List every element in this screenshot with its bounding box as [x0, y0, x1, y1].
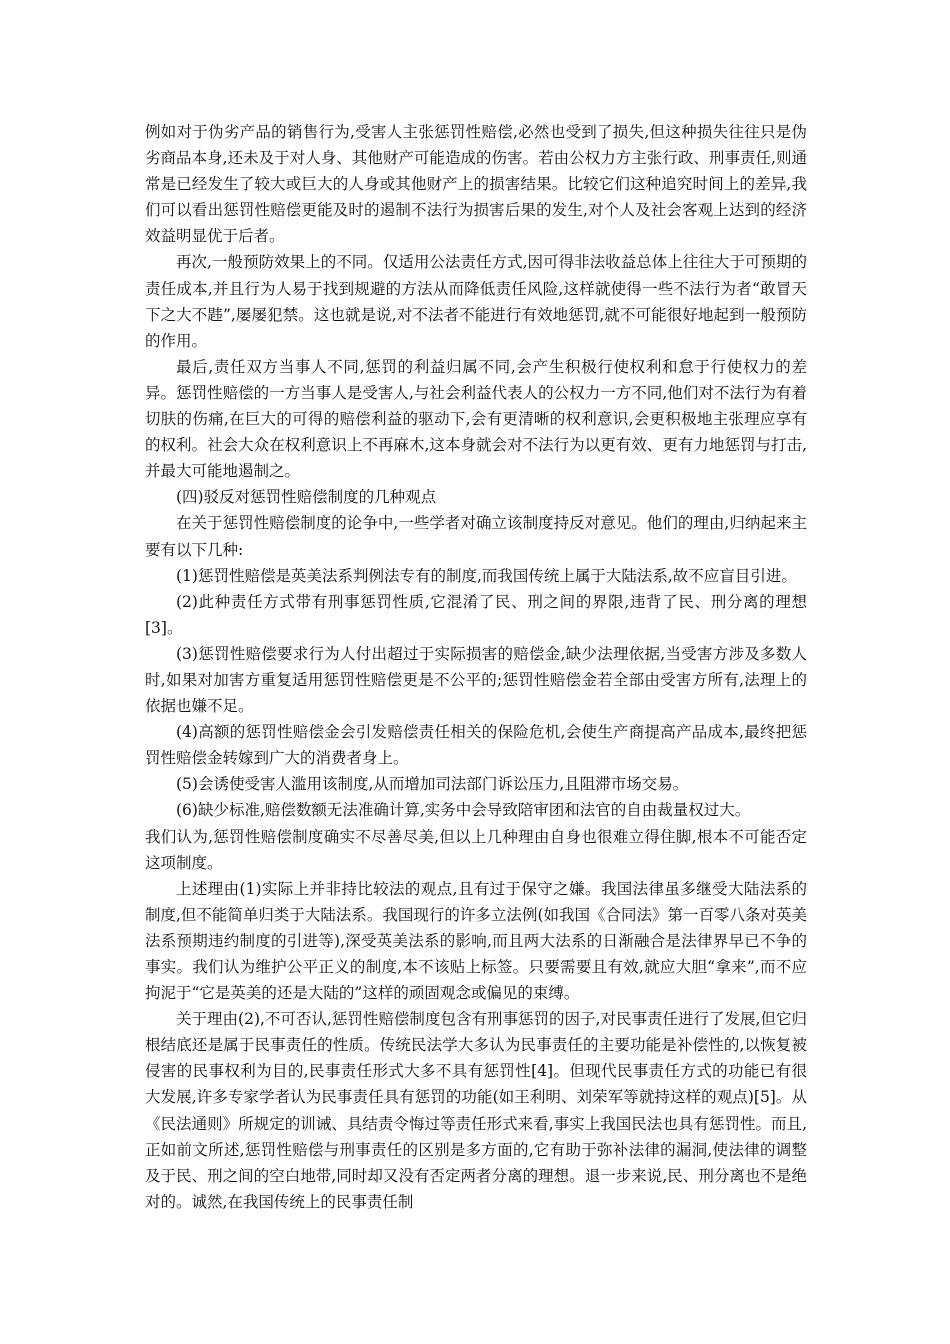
paragraph-2: 再次,一般预防效果上的不同。仅适用公法责任方式,因可得非法收益总体上往往大于可预期的责任成本,并且行为人易于找到规避的方法从而降低责任风险,这样就使得一些不法行为者“敢冒天下之大不韪”,屡屡犯禁。这也就是说,对不法者不能进行有效地惩罚,就不可能很好地起到一般预防的作用。 [145, 253, 807, 350]
list-item-4: (4)高额的惩罚性赔偿金会引发赔偿责任相关的保险危机,会使生产商提高产品成本,最终把惩罚性赔偿金转嫁到广大的消费者身上。 [145, 723, 807, 768]
document-body [145, 119, 807, 1215]
list-item-5: (5)会诱使受害人滥用该制度,从而增加司法部门诉讼压力,且阻滞市场交易。 [176, 775, 689, 794]
paragraph-intro: 在关于惩罚性赔偿制度的论争中,一些学者对确立该制度持反对意见。他们的理由,归纳起来主要有以下几种: [145, 514, 807, 559]
list-item-3: (3)惩罚性赔偿要求行为人付出超过于实际损害的赔偿金,缺少法理依据,当受害方涉及多数人时,如果对加害方重复适用惩罚性赔偿更是不公平的;惩罚性赔偿金若全部由受害方所有,法理上的依据也嫌不足。 [145, 644, 807, 716]
paragraph-reason-1: 上述理由(1)实际上并非持比较法的观点,且有过于保守之嫌。我国法律虽多继受大陆法系的制度,但不能简单归类于大陆法系。我国现行的许多立法例(如我国《合同法》第一百零八条对英美法系预期违约制度的引进等),深受英美法系的影响,而且两大法系的日渐融合是法律界早已不争的事实。我们认为维护公平正义的制度,本不该贴上标签。只要需要且有效,就应大胆“拿来”,而不应拘泥于“它是英美的还是大陆的”这样的顽固观念或偏见的束缚。 [145, 879, 807, 1003]
paragraph-1: 例如对于伪劣产品的销售行为,受害人主张惩罚性赔偿,必然也受到了损失,但这种损失往往只是伪劣商品本身,还未及于对人身、其他财产可能造成的伤害。若由公权力方主张行政、刑事责任,则通常是已经发生了较大或巨大的人身或其他财产上的损害结果。比较它们这种追究时间上的差异,我们可以看出惩罚性赔偿更能及时的遏制不法行为损害后果的发生,对个人及社会客观上达到的经济效益明显优于后者。 [145, 123, 807, 246]
section-heading: (四)驳反对惩罚性赔偿制度的几种观点 [176, 488, 437, 507]
list-item-1: (1)惩罚性赔偿是英美法系判例法专有的制度,而我国传统上属于大陆法系,故不应盲目引进。 [176, 566, 797, 585]
list-item-2: (2)此种责任方式带有刑事惩罚性质,它混淆了民、刑之间的界限,违背了民、刑分离的理想[3]。 [145, 592, 807, 637]
paragraph-conclusion: 我们认为,惩罚性赔偿制度确实不尽善尽美,但以上几种理由自身也很难立得住脚,根本不可能否定这项制度。 [145, 827, 807, 872]
list-item-6: (6)缺少标准,赔偿数额无法准确计算,实务中会导致陪审团和法官的自由裁量权过大。 [176, 801, 751, 820]
paragraph-3: 最后,责任双方当事人不同,惩罚的利益归属不同,会产生积极行使权利和怠于行使权力的差异。惩罚性赔偿的一方当事人是受害人,与社会利益代表人的公权力一方不同,他们对不法行为有着切肤的伤痛,在巨大的可得的赔偿利益的驱动下,会有更清晰的权利意识,会更积极地主张理应享有的权利。社会大众在权利意识上不再麻木,这本身就会对不法行为以更有效、更有力地惩罚与打击,并最大可能地遏制之。 [145, 357, 807, 481]
paragraph-reason-2: 关于理由(2),不可否认,惩罚性赔偿制度包含有刑事惩罚的因子,对民事责任进行了发展,但它归根结底还是属于民事责任的性质。传统民法学大多认为民事责任的主要功能是补偿性的,以恢复被侵害的民事权利为目的,民事责任形式大多不具有惩罚性[4]。但现代民事责任方式的功能已有很大发展,许多专家学者认为民事责任具有惩罚的功能(如王利明、刘荣军等就持这样的观点)[5]。从《民法通则》所规定的训诫、具结责令悔过等责任形式来看,事实上我国民法也具有惩罚性。而且,正如前文所述,惩罚性赔偿与刑事责任的区别是多方面的,它有助于弥补法律的漏洞,使法律的调整及于民、刑之间的空白地带,同时却又没有否定两者分离的理想。退一步来说,民、刑分离也不是绝对的。诚然,在我国传统上的民事责任制 [145, 1010, 807, 1211]
